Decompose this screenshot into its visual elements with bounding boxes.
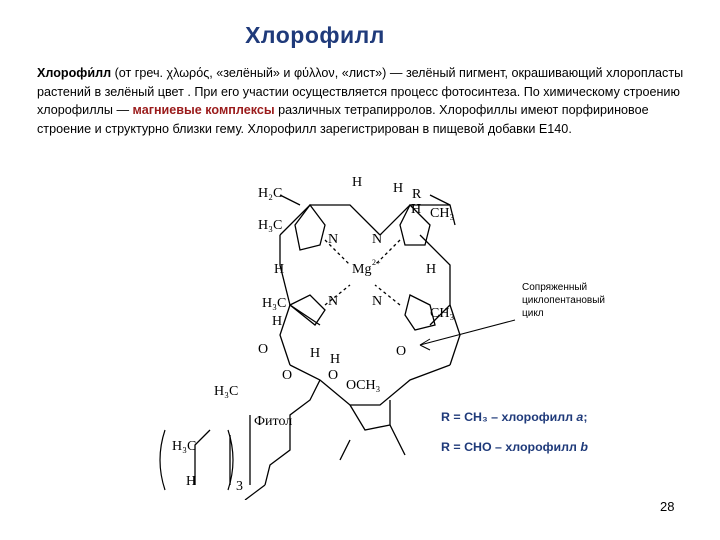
intro-highlight: магниевые комплексы [132, 103, 275, 118]
annotation-line-2: циклопентановый [522, 295, 606, 306]
label-h3c-phytol: H₃C [214, 384, 239, 399]
legend-row-b [441, 432, 588, 462]
label-h-bottom2: H [330, 352, 341, 367]
legend-row-a [441, 402, 588, 432]
legend-b-letter: b [580, 440, 588, 454]
label-h-top1: H [352, 175, 363, 190]
label-o4: O [328, 368, 339, 383]
label-h3c-mid: H₃C [262, 296, 287, 311]
label-phytol: Фитол [254, 414, 293, 429]
label-ch2-top: H₂C [258, 186, 283, 201]
label-o1: O [258, 342, 269, 357]
label-h3c-left: H₃C [258, 218, 283, 233]
label-h-mid: H [272, 314, 283, 329]
label-n3: N [328, 294, 339, 309]
label-mg-charge: 2+ [372, 258, 381, 267]
label-h-top3: H [411, 202, 422, 217]
label-mg: Mg [352, 262, 372, 277]
legend-a-suffix: ; [583, 410, 588, 424]
intro-paragraph [37, 64, 687, 138]
chlorophyll-structure-diagram [150, 165, 690, 500]
title-text: Хлорофилл [245, 22, 385, 48]
label-r: R [412, 187, 422, 202]
legend-a-letter: a [576, 410, 584, 424]
label-o3: O [396, 344, 407, 359]
intro-etymology: (от греч. χλωρός, «зелёный» и φύλλον, «лист») — зелёный пигмент, окрашивающий хлоропласты растений в зелёный цвет . При его участии осуществляется процесс фотосинтеза. По химическому строению хлорофиллы — [37, 66, 684, 118]
label-n2: N [372, 232, 383, 247]
label-h-left: H [274, 262, 285, 277]
legend-a-prefix: R = CH₃ – хлорофилл [441, 410, 577, 424]
page-number: 28 [660, 499, 675, 514]
structure-legend [441, 402, 588, 462]
label-subscript-3: 3 [236, 479, 243, 494]
label-h-top2: H [393, 181, 404, 196]
label-h-right: H [426, 262, 437, 277]
annotation-line-1: Сопряженный [522, 282, 588, 293]
label-h-bottom: H [310, 346, 321, 361]
label-n4: N [372, 294, 383, 309]
label-och3: OCH₃ [346, 378, 381, 393]
label-h3c-chain: H₃C [172, 439, 197, 454]
label-n1: N [328, 232, 339, 247]
page-title [0, 22, 720, 49]
intro-rest: различных тетрапирролов. Хлорофиллы имеют порфириновое строение и структурно близки гему. Хлорофилл зарегистрирован в пищевой добавки E140. [37, 103, 649, 136]
label-o2: O [282, 368, 293, 383]
legend-b-prefix: R = CHO – хлорофилл [441, 440, 581, 454]
label-ch3-right: CH₃ [430, 206, 455, 221]
annotation-line-3: цикл [522, 308, 544, 319]
intro-term: Хлорофи́лл [37, 66, 112, 80]
label-h-chain: H [186, 474, 197, 489]
label-ch3-mid: CH₃ [430, 306, 455, 321]
